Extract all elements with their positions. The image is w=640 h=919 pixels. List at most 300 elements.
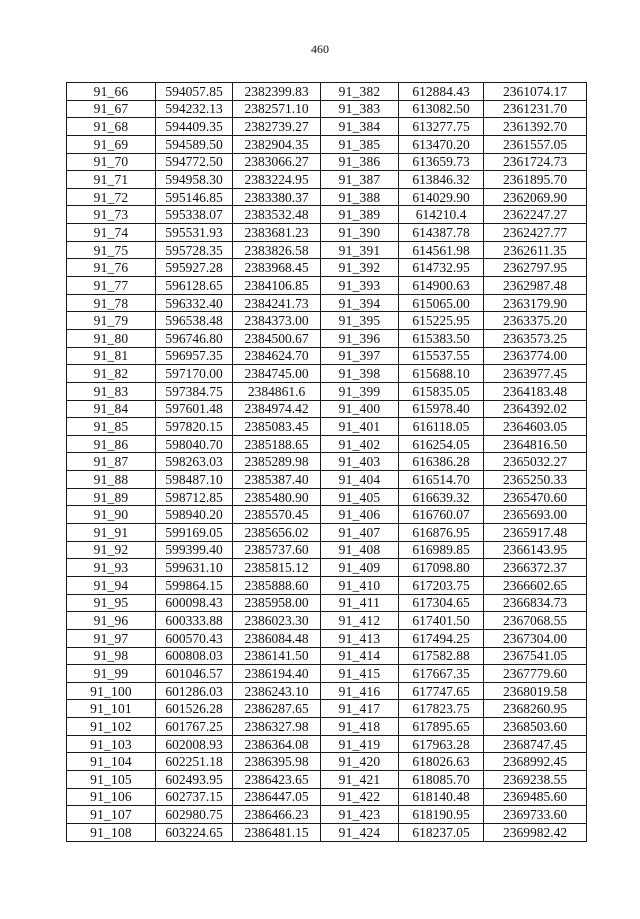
point-id-left-cell: 91_105 <box>67 770 156 788</box>
y-coord-left-cell: 2382399.83 <box>233 83 321 101</box>
y-coord-left-cell: 2382571.10 <box>233 100 321 118</box>
y-coord-right-cell: 2365250.33 <box>484 471 587 489</box>
y-coord-left-cell: 2382739.27 <box>233 118 321 136</box>
x-coord-right-cell: 612884.43 <box>399 83 484 101</box>
point-id-left-cell: 91_74 <box>67 224 156 242</box>
table-row <box>67 294 587 312</box>
y-coord-left-cell: 2383968.45 <box>233 259 321 277</box>
point-id-right-cell: 91_385 <box>321 135 399 153</box>
x-coord-left-cell: 599864.15 <box>156 576 233 594</box>
table-row <box>67 770 587 788</box>
y-coord-right-cell: 2365693.00 <box>484 506 587 524</box>
y-coord-right-cell: 2361231.70 <box>484 100 587 118</box>
y-coord-left-cell: 2386287.65 <box>233 700 321 718</box>
x-coord-right-cell: 615537.55 <box>399 347 484 365</box>
y-coord-right-cell: 2361392.70 <box>484 118 587 136</box>
point-id-left-cell: 91_75 <box>67 241 156 259</box>
x-coord-left-cell: 598040.70 <box>156 435 233 453</box>
y-coord-right-cell: 2364392.02 <box>484 400 587 418</box>
point-id-right-cell: 91_423 <box>321 806 399 824</box>
x-coord-left-cell: 600808.03 <box>156 647 233 665</box>
y-coord-right-cell: 2369982.42 <box>484 823 587 841</box>
y-coord-right-cell: 2368019.58 <box>484 682 587 700</box>
coordinate-table-body <box>67 83 587 842</box>
x-coord-left-cell: 602008.93 <box>156 735 233 753</box>
x-coord-left-cell: 601286.03 <box>156 682 233 700</box>
x-coord-right-cell: 613082.50 <box>399 100 484 118</box>
y-coord-left-cell: 2384745.00 <box>233 365 321 383</box>
y-coord-left-cell: 2386243.10 <box>233 682 321 700</box>
y-coord-left-cell: 2386423.65 <box>233 770 321 788</box>
y-coord-left-cell: 2386023.30 <box>233 612 321 630</box>
y-coord-right-cell: 2361557.05 <box>484 135 587 153</box>
point-id-left-cell: 91_72 <box>67 188 156 206</box>
y-coord-left-cell: 2384373.00 <box>233 312 321 330</box>
point-id-left-cell: 91_73 <box>67 206 156 224</box>
table-row <box>67 524 587 542</box>
point-id-right-cell: 91_420 <box>321 753 399 771</box>
y-coord-right-cell: 2361074.17 <box>484 83 587 101</box>
y-coord-right-cell: 2363375.20 <box>484 312 587 330</box>
x-coord-right-cell: 617963.28 <box>399 735 484 753</box>
table-row <box>67 665 587 683</box>
table-row <box>67 241 587 259</box>
point-id-right-cell: 91_387 <box>321 171 399 189</box>
x-coord-right-cell: 616760.07 <box>399 506 484 524</box>
y-coord-left-cell: 2383380.37 <box>233 188 321 206</box>
y-coord-right-cell: 2362069.90 <box>484 188 587 206</box>
table-row <box>67 718 587 736</box>
y-coord-left-cell: 2385888.60 <box>233 576 321 594</box>
table-row <box>67 488 587 506</box>
point-id-right-cell: 91_414 <box>321 647 399 665</box>
point-id-left-cell: 91_77 <box>67 277 156 295</box>
y-coord-right-cell: 2365032.27 <box>484 453 587 471</box>
x-coord-left-cell: 599631.10 <box>156 559 233 577</box>
x-coord-left-cell: 600333.88 <box>156 612 233 630</box>
point-id-left-cell: 91_103 <box>67 735 156 753</box>
table-row <box>67 471 587 489</box>
x-coord-right-cell: 613846.32 <box>399 171 484 189</box>
point-id-left-cell: 91_106 <box>67 788 156 806</box>
x-coord-left-cell: 594232.13 <box>156 100 233 118</box>
y-coord-right-cell: 2365470.60 <box>484 488 587 506</box>
x-coord-left-cell: 595338.07 <box>156 206 233 224</box>
table-row <box>67 453 587 471</box>
point-id-right-cell: 91_403 <box>321 453 399 471</box>
x-coord-right-cell: 616514.70 <box>399 471 484 489</box>
point-id-right-cell: 91_413 <box>321 629 399 647</box>
table-row <box>67 135 587 153</box>
table-row <box>67 700 587 718</box>
table-row <box>67 206 587 224</box>
y-coord-right-cell: 2361724.73 <box>484 153 587 171</box>
table-row <box>67 612 587 630</box>
y-coord-right-cell: 2362247.27 <box>484 206 587 224</box>
x-coord-left-cell: 595146.85 <box>156 188 233 206</box>
point-id-left-cell: 91_80 <box>67 329 156 347</box>
point-id-right-cell: 91_389 <box>321 206 399 224</box>
y-coord-right-cell: 2367541.05 <box>484 647 587 665</box>
coordinate-table <box>66 82 587 842</box>
point-id-right-cell: 91_417 <box>321 700 399 718</box>
x-coord-left-cell: 601046.57 <box>156 665 233 683</box>
x-coord-left-cell: 602737.15 <box>156 788 233 806</box>
x-coord-left-cell: 599169.05 <box>156 524 233 542</box>
y-coord-left-cell: 2382904.35 <box>233 135 321 153</box>
point-id-left-cell: 91_90 <box>67 506 156 524</box>
x-coord-left-cell: 595728.35 <box>156 241 233 259</box>
point-id-right-cell: 91_386 <box>321 153 399 171</box>
y-coord-right-cell: 2362427.77 <box>484 224 587 242</box>
table-row <box>67 594 587 612</box>
table-row <box>67 753 587 771</box>
table-row <box>67 647 587 665</box>
x-coord-right-cell: 616118.05 <box>399 418 484 436</box>
y-coord-left-cell: 2386395.98 <box>233 753 321 771</box>
table-row <box>67 171 587 189</box>
x-coord-right-cell: 614387.78 <box>399 224 484 242</box>
x-coord-right-cell: 617401.50 <box>399 612 484 630</box>
y-coord-right-cell: 2367779.60 <box>484 665 587 683</box>
point-id-right-cell: 91_398 <box>321 365 399 383</box>
x-coord-left-cell: 598940.20 <box>156 506 233 524</box>
point-id-left-cell: 91_68 <box>67 118 156 136</box>
point-id-right-cell: 91_408 <box>321 541 399 559</box>
point-id-right-cell: 91_390 <box>321 224 399 242</box>
x-coord-left-cell: 599399.40 <box>156 541 233 559</box>
x-coord-left-cell: 601526.28 <box>156 700 233 718</box>
table-row <box>67 83 587 101</box>
y-coord-left-cell: 2383681.23 <box>233 224 321 242</box>
point-id-left-cell: 91_93 <box>67 559 156 577</box>
x-coord-right-cell: 617494.25 <box>399 629 484 647</box>
point-id-left-cell: 91_70 <box>67 153 156 171</box>
point-id-left-cell: 91_87 <box>67 453 156 471</box>
y-coord-right-cell: 2368747.45 <box>484 735 587 753</box>
point-id-left-cell: 91_97 <box>67 629 156 647</box>
y-coord-left-cell: 2386481.15 <box>233 823 321 841</box>
x-coord-right-cell: 616254.05 <box>399 435 484 453</box>
y-coord-right-cell: 2365917.48 <box>484 524 587 542</box>
point-id-left-cell: 91_71 <box>67 171 156 189</box>
x-coord-left-cell: 596746.80 <box>156 329 233 347</box>
table-row <box>67 418 587 436</box>
x-coord-left-cell: 596128.65 <box>156 277 233 295</box>
point-id-left-cell: 91_108 <box>67 823 156 841</box>
x-coord-right-cell: 614210.4 <box>399 206 484 224</box>
x-coord-left-cell: 597384.75 <box>156 382 233 400</box>
point-id-right-cell: 91_405 <box>321 488 399 506</box>
y-coord-right-cell: 2362611.35 <box>484 241 587 259</box>
x-coord-right-cell: 618190.95 <box>399 806 484 824</box>
point-id-left-cell: 91_99 <box>67 665 156 683</box>
y-coord-left-cell: 2386141.50 <box>233 647 321 665</box>
point-id-left-cell: 91_78 <box>67 294 156 312</box>
x-coord-left-cell: 603224.65 <box>156 823 233 841</box>
point-id-left-cell: 91_96 <box>67 612 156 630</box>
y-coord-left-cell: 2383224.95 <box>233 171 321 189</box>
y-coord-left-cell: 2386364.08 <box>233 735 321 753</box>
point-id-right-cell: 91_412 <box>321 612 399 630</box>
x-coord-left-cell: 595531.93 <box>156 224 233 242</box>
table-row <box>67 541 587 559</box>
y-coord-right-cell: 2362987.48 <box>484 277 587 295</box>
y-coord-right-cell: 2367304.00 <box>484 629 587 647</box>
x-coord-right-cell: 613659.73 <box>399 153 484 171</box>
x-coord-right-cell: 614029.90 <box>399 188 484 206</box>
table-row <box>67 118 587 136</box>
y-coord-left-cell: 2386466.23 <box>233 806 321 824</box>
table-row <box>67 277 587 295</box>
point-id-left-cell: 91_85 <box>67 418 156 436</box>
y-coord-left-cell: 2385289.98 <box>233 453 321 471</box>
point-id-right-cell: 91_397 <box>321 347 399 365</box>
y-coord-left-cell: 2385083.45 <box>233 418 321 436</box>
point-id-right-cell: 91_400 <box>321 400 399 418</box>
point-id-left-cell: 91_67 <box>67 100 156 118</box>
y-coord-left-cell: 2386194.40 <box>233 665 321 683</box>
point-id-right-cell: 91_382 <box>321 83 399 101</box>
x-coord-left-cell: 596332.40 <box>156 294 233 312</box>
y-coord-left-cell: 2385656.02 <box>233 524 321 542</box>
x-coord-left-cell: 600570.43 <box>156 629 233 647</box>
x-coord-right-cell: 617203.75 <box>399 576 484 594</box>
point-id-right-cell: 91_395 <box>321 312 399 330</box>
x-coord-right-cell: 615383.50 <box>399 329 484 347</box>
x-coord-right-cell: 613470.20 <box>399 135 484 153</box>
y-coord-right-cell: 2369733.60 <box>484 806 587 824</box>
y-coord-right-cell: 2369485.60 <box>484 788 587 806</box>
x-coord-right-cell: 618140.48 <box>399 788 484 806</box>
x-coord-right-cell: 618026.63 <box>399 753 484 771</box>
table-row <box>67 576 587 594</box>
point-id-left-cell: 91_100 <box>67 682 156 700</box>
point-id-right-cell: 91_391 <box>321 241 399 259</box>
x-coord-left-cell: 596538.48 <box>156 312 233 330</box>
y-coord-left-cell: 2383532.48 <box>233 206 321 224</box>
y-coord-right-cell: 2363573.25 <box>484 329 587 347</box>
point-id-right-cell: 91_409 <box>321 559 399 577</box>
table-row <box>67 823 587 841</box>
x-coord-right-cell: 616989.85 <box>399 541 484 559</box>
point-id-left-cell: 91_81 <box>67 347 156 365</box>
x-coord-right-cell: 617667.35 <box>399 665 484 683</box>
point-id-left-cell: 91_66 <box>67 83 156 101</box>
x-coord-right-cell: 615978.40 <box>399 400 484 418</box>
x-coord-left-cell: 598712.85 <box>156 488 233 506</box>
x-coord-left-cell: 596957.35 <box>156 347 233 365</box>
page-number: 460 <box>311 42 329 56</box>
point-id-right-cell: 91_411 <box>321 594 399 612</box>
y-coord-left-cell: 2385387.40 <box>233 471 321 489</box>
point-id-left-cell: 91_102 <box>67 718 156 736</box>
table-row <box>67 682 587 700</box>
point-id-right-cell: 91_422 <box>321 788 399 806</box>
y-coord-right-cell: 2361895.70 <box>484 171 587 189</box>
table-row <box>67 259 587 277</box>
y-coord-left-cell: 2385570.45 <box>233 506 321 524</box>
y-coord-left-cell: 2385737.60 <box>233 541 321 559</box>
x-coord-right-cell: 618085.70 <box>399 770 484 788</box>
table-row <box>67 735 587 753</box>
y-coord-right-cell: 2366143.95 <box>484 541 587 559</box>
x-coord-right-cell: 618237.05 <box>399 823 484 841</box>
y-coord-right-cell: 2366602.65 <box>484 576 587 594</box>
y-coord-right-cell: 2364816.50 <box>484 435 587 453</box>
x-coord-right-cell: 614900.63 <box>399 277 484 295</box>
table-row <box>67 365 587 383</box>
x-coord-left-cell: 594958.30 <box>156 171 233 189</box>
x-coord-left-cell: 600098.43 <box>156 594 233 612</box>
table-row <box>67 400 587 418</box>
table-row <box>67 788 587 806</box>
point-id-right-cell: 91_416 <box>321 682 399 700</box>
x-coord-right-cell: 614561.98 <box>399 241 484 259</box>
x-coord-left-cell: 594772.50 <box>156 153 233 171</box>
y-coord-left-cell: 2383066.27 <box>233 153 321 171</box>
point-id-right-cell: 91_407 <box>321 524 399 542</box>
x-coord-right-cell: 616639.32 <box>399 488 484 506</box>
y-coord-left-cell: 2386084.48 <box>233 629 321 647</box>
x-coord-left-cell: 594057.85 <box>156 83 233 101</box>
point-id-right-cell: 91_415 <box>321 665 399 683</box>
table-row <box>67 312 587 330</box>
y-coord-left-cell: 2384241.73 <box>233 294 321 312</box>
x-coord-left-cell: 594409.35 <box>156 118 233 136</box>
y-coord-right-cell: 2366372.37 <box>484 559 587 577</box>
table-row <box>67 188 587 206</box>
point-id-left-cell: 91_88 <box>67 471 156 489</box>
table-row <box>67 100 587 118</box>
x-coord-left-cell: 598487.10 <box>156 471 233 489</box>
x-coord-right-cell: 613277.75 <box>399 118 484 136</box>
point-id-left-cell: 91_98 <box>67 647 156 665</box>
y-coord-left-cell: 2386327.98 <box>233 718 321 736</box>
x-coord-right-cell: 616386.28 <box>399 453 484 471</box>
x-coord-right-cell: 617895.65 <box>399 718 484 736</box>
x-coord-left-cell: 597170.00 <box>156 365 233 383</box>
x-coord-right-cell: 617747.65 <box>399 682 484 700</box>
table-row <box>67 153 587 171</box>
point-id-right-cell: 91_421 <box>321 770 399 788</box>
y-coord-right-cell: 2362797.95 <box>484 259 587 277</box>
x-coord-right-cell: 616876.95 <box>399 524 484 542</box>
x-coord-left-cell: 594589.50 <box>156 135 233 153</box>
point-id-left-cell: 91_79 <box>67 312 156 330</box>
y-coord-right-cell: 2369238.55 <box>484 770 587 788</box>
table-row <box>67 329 587 347</box>
point-id-left-cell: 91_69 <box>67 135 156 153</box>
y-coord-right-cell: 2364603.05 <box>484 418 587 436</box>
y-coord-right-cell: 2367068.55 <box>484 612 587 630</box>
y-coord-right-cell: 2363774.00 <box>484 347 587 365</box>
x-coord-left-cell: 598263.03 <box>156 453 233 471</box>
y-coord-left-cell: 2386447.05 <box>233 788 321 806</box>
y-coord-left-cell: 2385188.65 <box>233 435 321 453</box>
point-id-left-cell: 91_89 <box>67 488 156 506</box>
point-id-right-cell: 91_393 <box>321 277 399 295</box>
x-coord-left-cell: 601767.25 <box>156 718 233 736</box>
table-row <box>67 506 587 524</box>
x-coord-left-cell: 595927.28 <box>156 259 233 277</box>
point-id-left-cell: 91_86 <box>67 435 156 453</box>
table-row <box>67 224 587 242</box>
point-id-right-cell: 91_384 <box>321 118 399 136</box>
point-id-left-cell: 91_82 <box>67 365 156 383</box>
point-id-left-cell: 91_76 <box>67 259 156 277</box>
point-id-left-cell: 91_84 <box>67 400 156 418</box>
x-coord-right-cell: 615835.05 <box>399 382 484 400</box>
y-coord-right-cell: 2368992.45 <box>484 753 587 771</box>
point-id-right-cell: 91_383 <box>321 100 399 118</box>
point-id-right-cell: 91_396 <box>321 329 399 347</box>
x-coord-right-cell: 617098.80 <box>399 559 484 577</box>
point-id-right-cell: 91_399 <box>321 382 399 400</box>
y-coord-right-cell: 2363977.45 <box>484 365 587 383</box>
y-coord-right-cell: 2364183.48 <box>484 382 587 400</box>
table-row <box>67 629 587 647</box>
point-id-right-cell: 91_401 <box>321 418 399 436</box>
point-id-right-cell: 91_392 <box>321 259 399 277</box>
point-id-right-cell: 91_419 <box>321 735 399 753</box>
x-coord-left-cell: 602493.95 <box>156 770 233 788</box>
table-row <box>67 347 587 365</box>
point-id-right-cell: 91_406 <box>321 506 399 524</box>
x-coord-left-cell: 602980.75 <box>156 806 233 824</box>
y-coord-left-cell: 2383826.58 <box>233 241 321 259</box>
point-id-left-cell: 91_107 <box>67 806 156 824</box>
x-coord-right-cell: 615065.00 <box>399 294 484 312</box>
point-id-right-cell: 91_404 <box>321 471 399 489</box>
x-coord-right-cell: 617582.88 <box>399 647 484 665</box>
table-row <box>67 559 587 577</box>
y-coord-left-cell: 2384861.6 <box>233 382 321 400</box>
x-coord-right-cell: 615225.95 <box>399 312 484 330</box>
point-id-left-cell: 91_94 <box>67 576 156 594</box>
y-coord-left-cell: 2385480.90 <box>233 488 321 506</box>
table-row <box>67 435 587 453</box>
x-coord-right-cell: 617304.65 <box>399 594 484 612</box>
y-coord-right-cell: 2363179.90 <box>484 294 587 312</box>
point-id-right-cell: 91_424 <box>321 823 399 841</box>
y-coord-left-cell: 2384500.67 <box>233 329 321 347</box>
point-id-left-cell: 91_101 <box>67 700 156 718</box>
point-id-right-cell: 91_402 <box>321 435 399 453</box>
point-id-right-cell: 91_394 <box>321 294 399 312</box>
x-coord-right-cell: 617823.75 <box>399 700 484 718</box>
x-coord-left-cell: 602251.18 <box>156 753 233 771</box>
point-id-right-cell: 91_388 <box>321 188 399 206</box>
table-row <box>67 382 587 400</box>
y-coord-left-cell: 2385815.12 <box>233 559 321 577</box>
y-coord-right-cell: 2366834.73 <box>484 594 587 612</box>
point-id-right-cell: 91_418 <box>321 718 399 736</box>
point-id-right-cell: 91_410 <box>321 576 399 594</box>
x-coord-right-cell: 614732.95 <box>399 259 484 277</box>
point-id-left-cell: 91_104 <box>67 753 156 771</box>
x-coord-left-cell: 597601.48 <box>156 400 233 418</box>
x-coord-left-cell: 597820.15 <box>156 418 233 436</box>
table-row <box>67 806 587 824</box>
x-coord-right-cell: 615688.10 <box>399 365 484 383</box>
y-coord-right-cell: 2368503.60 <box>484 718 587 736</box>
y-coord-left-cell: 2385958.00 <box>233 594 321 612</box>
point-id-left-cell: 91_92 <box>67 541 156 559</box>
y-coord-left-cell: 2384624.70 <box>233 347 321 365</box>
point-id-left-cell: 91_91 <box>67 524 156 542</box>
y-coord-right-cell: 2368260.95 <box>484 700 587 718</box>
